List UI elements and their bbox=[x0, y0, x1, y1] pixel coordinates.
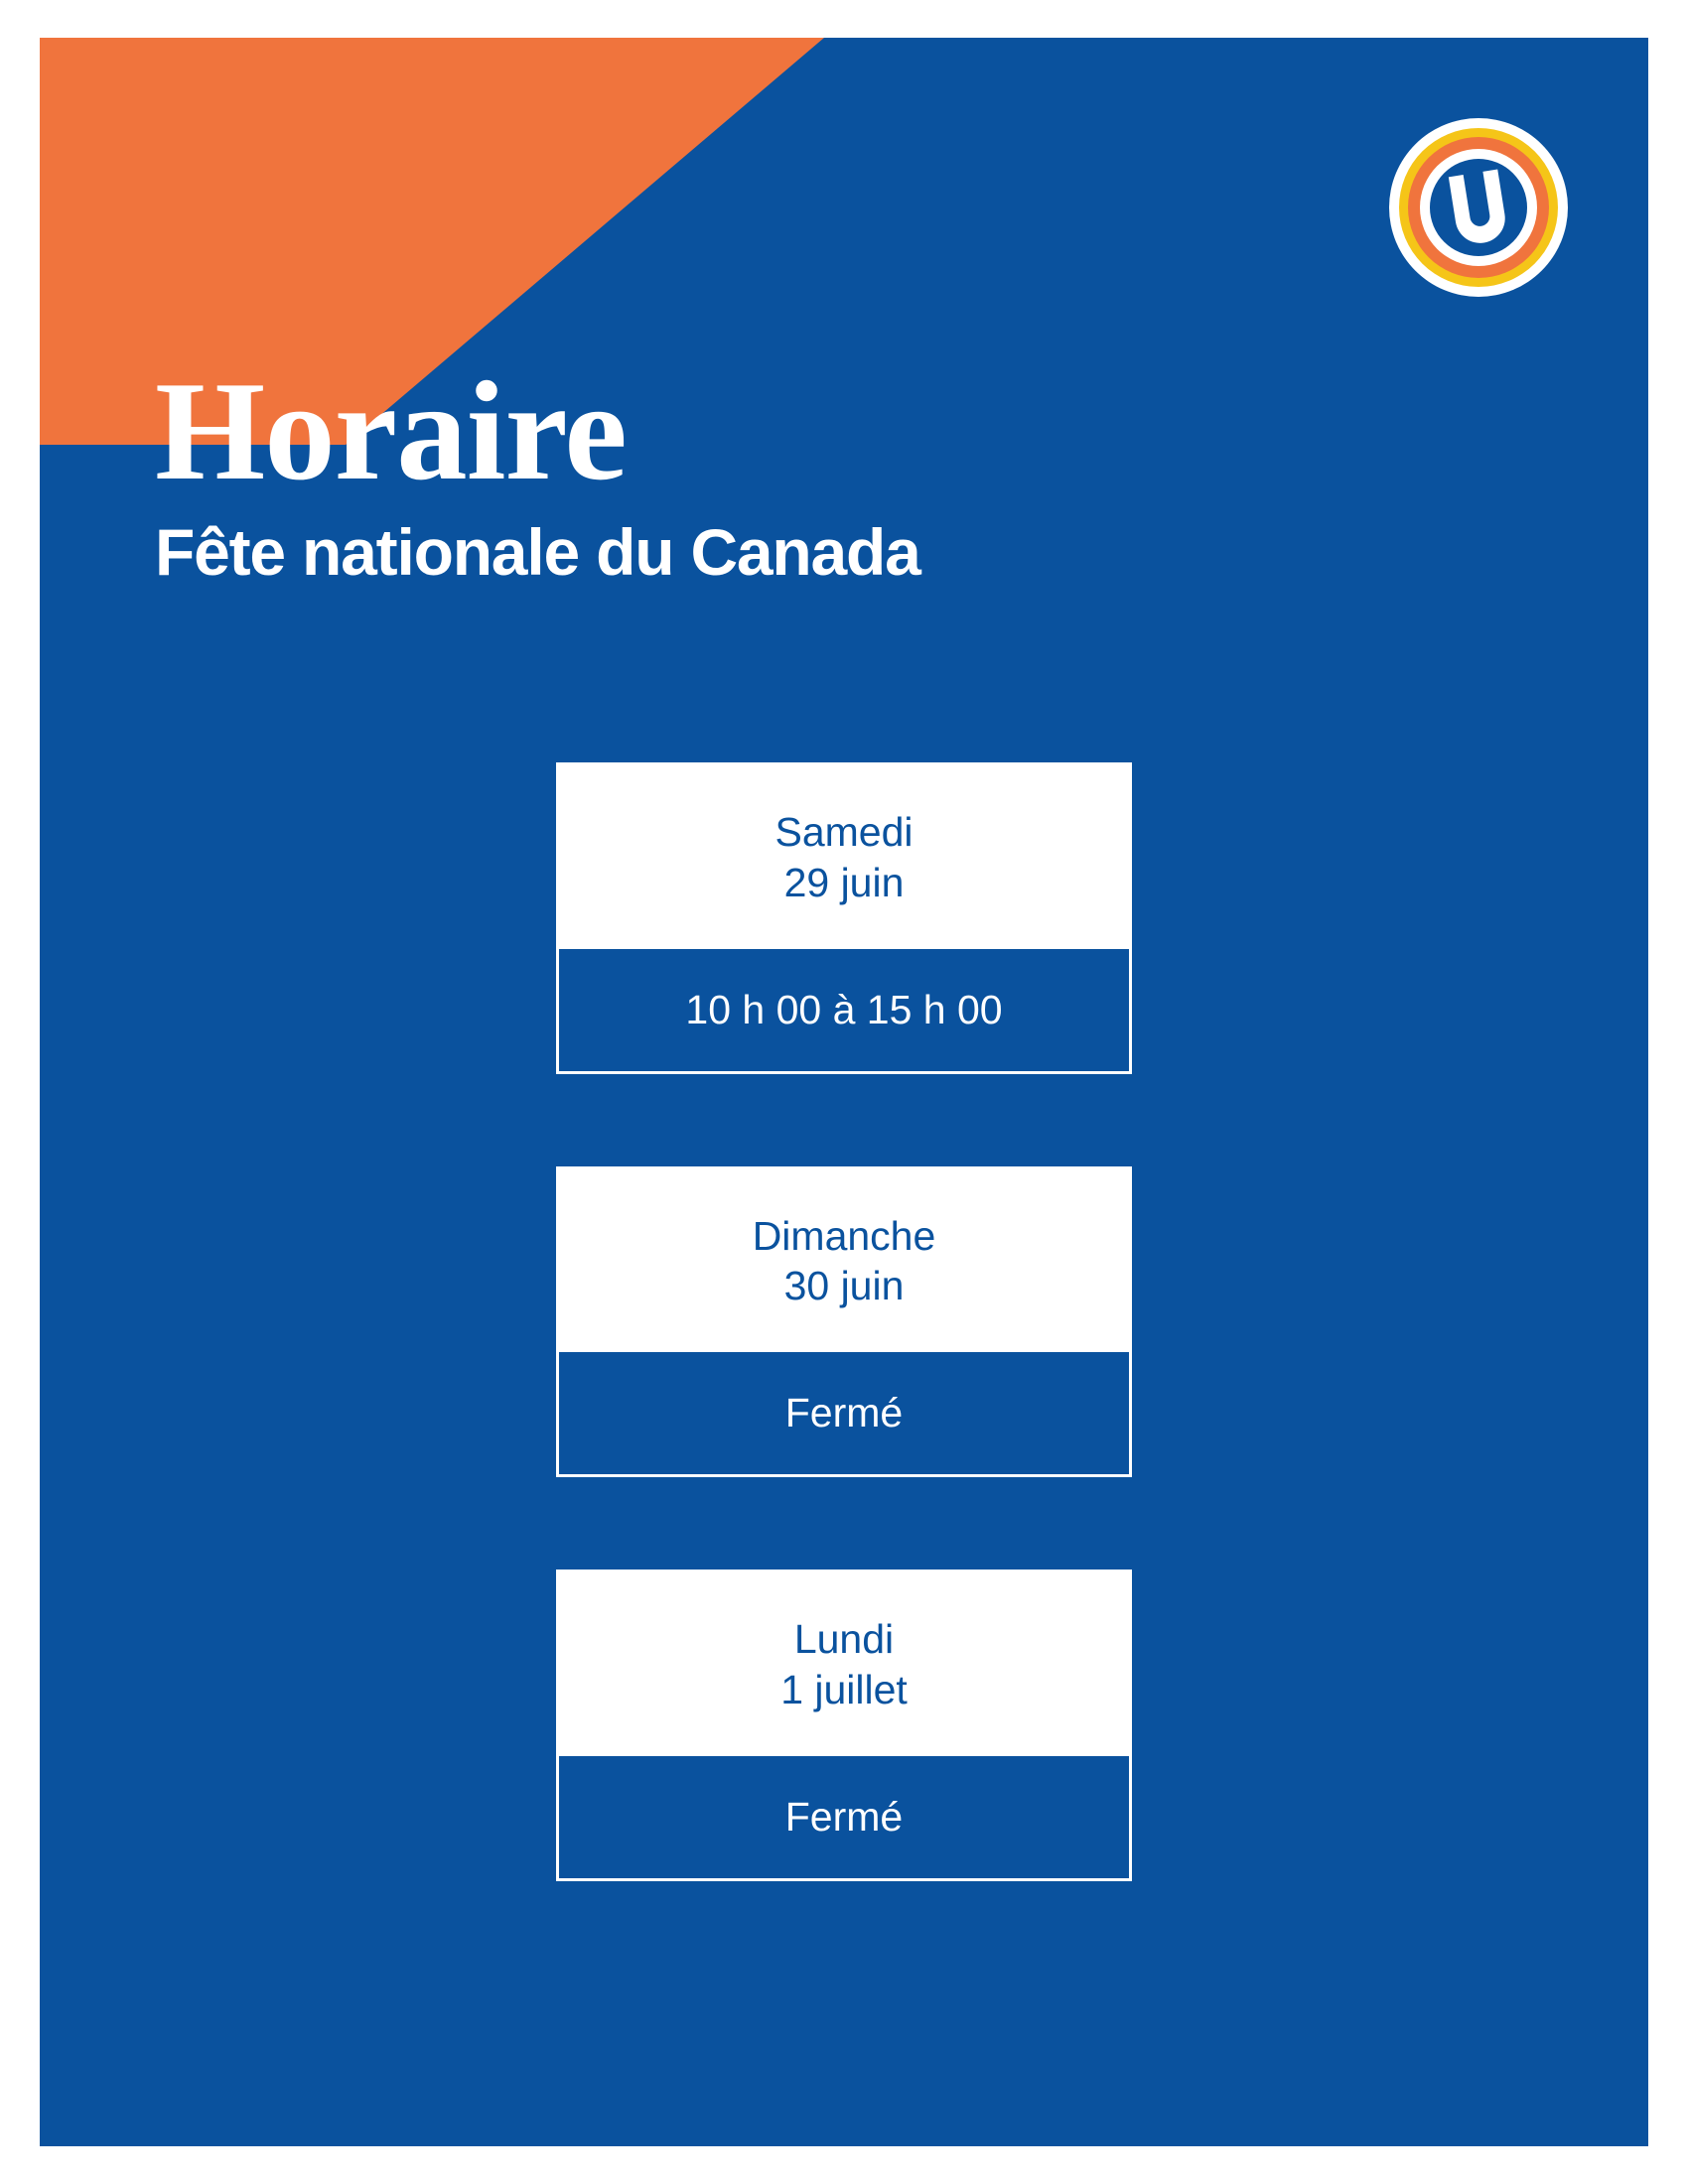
schedule-hours: Fermé bbox=[559, 1753, 1129, 1878]
schedule-dayname: Dimanche bbox=[752, 1212, 936, 1259]
schedule-hours: 10 h 00 à 15 h 00 bbox=[559, 946, 1129, 1071]
university-logo bbox=[1386, 115, 1571, 300]
schedule-daydate: 29 juin bbox=[783, 859, 905, 905]
page-subtitle: Fête nationale du Canada bbox=[155, 515, 920, 589]
poster-header bbox=[155, 352, 920, 590]
schedule-daydate: 1 juillet bbox=[780, 1667, 908, 1713]
schedule-card-date bbox=[559, 1169, 1129, 1350]
schedule-dayname: Lundi bbox=[793, 1616, 895, 1663]
schedule-card bbox=[556, 762, 1132, 1074]
schedule-card bbox=[556, 1570, 1132, 1881]
page-title: Horaire bbox=[155, 352, 627, 509]
poster-canvas bbox=[40, 38, 1648, 2146]
schedule-dayname: Samedi bbox=[774, 809, 914, 855]
schedule-list bbox=[40, 762, 1648, 1881]
schedule-daydate: 30 juin bbox=[783, 1263, 905, 1309]
schedule-card bbox=[556, 1166, 1132, 1478]
schedule-card-date bbox=[559, 1572, 1129, 1753]
schedule-card-date bbox=[559, 765, 1129, 946]
schedule-hours: Fermé bbox=[559, 1349, 1129, 1474]
